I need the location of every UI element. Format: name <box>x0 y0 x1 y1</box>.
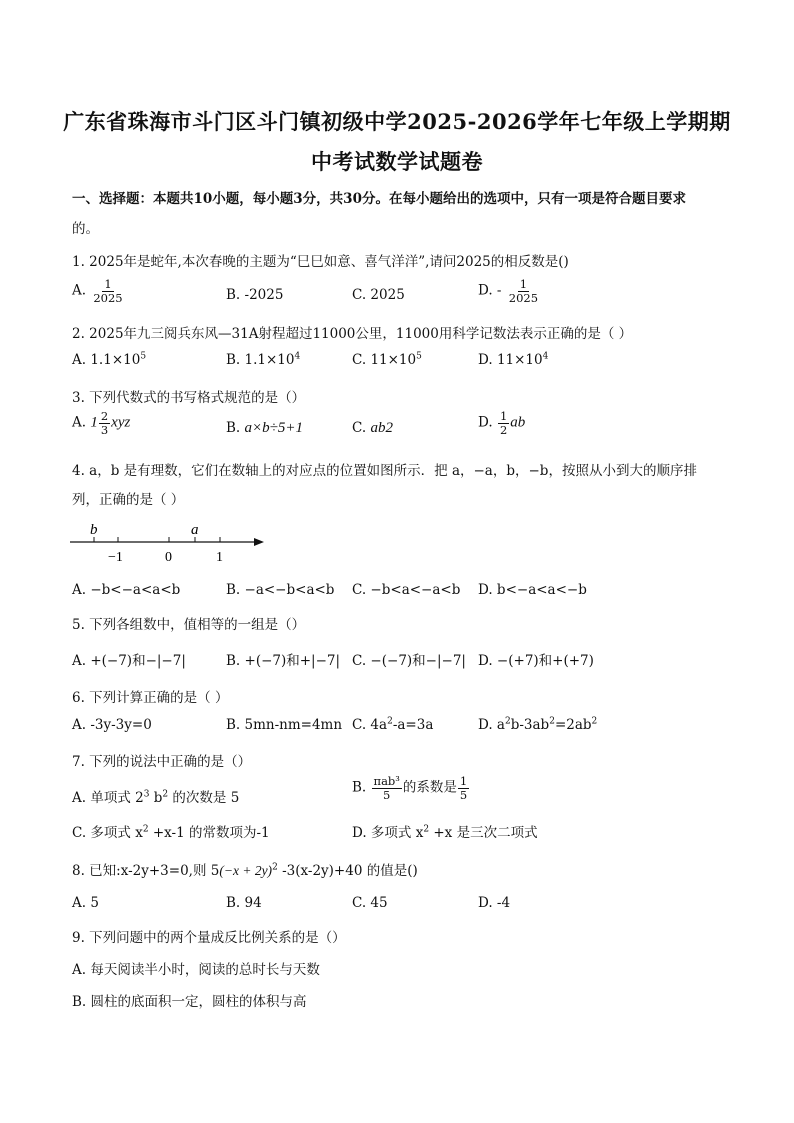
axis-arrow-icon <box>254 538 264 546</box>
question-6-option-a: A. -3y-3y=0 <box>72 717 152 733</box>
question-3-option-c <box>352 420 393 437</box>
option-base: 1.1×10 <box>244 352 295 368</box>
question-7-stem: 7. 下列的说法中正确的是（） <box>72 754 252 770</box>
question-9-stem: 9. 下列问题中的两个量成反比例关系的是（） <box>72 930 346 946</box>
option-base: 1.1×10 <box>90 352 141 368</box>
option-text: D. 多项式 x <box>352 825 424 841</box>
fraction <box>91 278 124 304</box>
option-text: A. 单项式 2 <box>72 790 144 806</box>
question-4-stem-line-1: 4. a，b 是有理数，它们在数轴上的对应点的位置如图所示．把 a，−a，b，−b，按照从小到大的顺序排 <box>72 463 697 479</box>
option-exponent: 2 <box>549 716 555 727</box>
numerator: πab³ <box>373 774 400 788</box>
question-2-stem: 2. 2025年九三阅兵东风—31A射程超过11000公里，11000用科学记数法表示正确的是（ ） <box>72 326 633 342</box>
question-7-option-c <box>72 821 270 841</box>
fraction <box>458 775 469 801</box>
denominator: 2025 <box>508 290 539 305</box>
denominator: 3 <box>100 422 109 437</box>
option-exponent: 5 <box>140 351 147 362</box>
numerator: 1 <box>104 277 112 291</box>
fraction <box>99 410 110 436</box>
fraction <box>498 410 509 436</box>
option-label: C. <box>352 352 371 368</box>
option-label: D. <box>478 414 497 431</box>
denominator: 5 <box>459 787 468 802</box>
tick-label-0: 0 <box>165 550 172 565</box>
question-8-option-a: A. 5 <box>72 895 99 911</box>
question-2-option-d <box>478 352 548 368</box>
number-line-figure <box>68 518 278 568</box>
option-expression: a×b÷5+1 <box>244 420 303 436</box>
question-5-option-b: B. +(−7)和+|−7| <box>226 653 341 669</box>
question-5-option-a: A. +(−7)和−|−7| <box>72 653 186 669</box>
question-7-option-d <box>352 821 538 841</box>
question-2-option-b <box>226 352 300 368</box>
option-exponent: 2 <box>423 824 430 835</box>
option-exponent: 3 <box>143 789 150 800</box>
stem-expression: (−x + 2y) <box>219 863 273 878</box>
option-text: b <box>149 790 163 806</box>
option-label: D. <box>478 352 497 368</box>
option-label: A. <box>72 352 91 368</box>
question-6-option-d <box>478 717 597 733</box>
question-9-option-b: B. 圆柱的底面积一定，圆柱的体积与高 <box>72 994 307 1010</box>
question-1-stem: 1. 2025年是蛇年,本次春晚的主题为“巳巳如意、喜气洋洋”,请问2025的相反数是() <box>72 254 569 270</box>
option-text: 的次数是 5 <box>168 790 240 806</box>
question-8-option-c: C. 45 <box>352 895 388 911</box>
denominator: 5 <box>383 787 391 802</box>
option-label: B. <box>352 779 371 796</box>
option-label: D. - <box>478 282 502 299</box>
fraction <box>507 278 540 304</box>
question-4-stem-line-2: 列，正确的是（ ） <box>72 492 185 508</box>
variables: xyz <box>111 414 131 431</box>
question-8-option-b: B. 94 <box>226 895 262 911</box>
page-title-line-1: 广东省珠海市斗门区斗门镇初级中学2025-2026学年七年级上学期期 <box>63 109 731 134</box>
option-exponent: 4 <box>294 351 301 362</box>
numerator: 1 <box>519 277 528 291</box>
point-label-a: a <box>191 522 199 538</box>
tick-label-1: 1 <box>216 550 223 565</box>
question-2-option-a <box>72 352 146 368</box>
question-4-option-a: A. −b<−a<a<b <box>72 582 181 598</box>
section-heading-line-2: 的。 <box>72 221 99 237</box>
option-label: A. <box>72 282 87 299</box>
question-5-option-d: D. −(+7)和+(+7) <box>478 653 594 669</box>
question-3-option-b <box>226 420 303 437</box>
question-4-option-c: C. −b<a<−a<b <box>352 582 461 598</box>
option-expression: ab2 <box>370 420 393 436</box>
question-8-option-d: D. -4 <box>478 895 511 911</box>
question-1-option-b: B. -2025 <box>226 287 284 303</box>
option-exponent: 5 <box>416 351 422 362</box>
question-7-option-a <box>72 786 239 806</box>
option-text: C. 4a <box>352 717 388 733</box>
question-4-option-b: B. −a<−b<a<b <box>226 582 335 598</box>
option-text: +x-1 的常数项为-1 <box>148 825 270 841</box>
option-exponent: 2 <box>162 789 169 800</box>
fraction <box>372 775 402 801</box>
option-text: 的系数是 <box>402 779 457 796</box>
question-9-option-a: A. 每天阅读半小时，阅读的总时长与天数 <box>72 962 320 978</box>
stem-text: -3(x-2y)+40 的值是() <box>277 863 418 879</box>
denominator: 2 <box>499 422 508 437</box>
option-base: 11×10 <box>370 352 417 368</box>
mixed-whole: 1 <box>90 414 98 431</box>
option-label: B. <box>226 420 245 436</box>
question-1-option-a <box>72 278 126 304</box>
question-6-option-c <box>352 717 433 733</box>
point-label-b: b <box>90 522 98 538</box>
question-3-stem: 3. 下列代数式的书写格式规范的是（） <box>72 390 306 406</box>
option-exponent: 2 <box>591 716 598 727</box>
question-4-option-d: D. b<−a<a<−b <box>478 582 587 598</box>
variables: ab <box>510 414 526 431</box>
question-8-stem <box>72 859 418 879</box>
question-6-stem: 6. 下列计算正确的是（ ） <box>72 690 229 706</box>
option-text: +x 是三次二项式 <box>429 825 538 841</box>
option-exponent: 2 <box>142 824 149 835</box>
option-base: 11×10 <box>496 352 543 368</box>
question-3-option-d <box>478 410 525 436</box>
question-5-stem: 5. 下列各组数中，值相等的一组是（） <box>72 617 306 633</box>
question-1-option-c: C. 2025 <box>352 287 405 303</box>
option-label: C. <box>352 420 371 436</box>
numerator: 2 <box>100 409 109 423</box>
stem-exponent: 2 <box>272 862 278 873</box>
option-label: B. <box>226 352 245 368</box>
question-6-option-b: B. 5mn-nm=4mn <box>226 717 343 733</box>
question-2-option-c <box>352 352 422 368</box>
question-1-option-d <box>478 278 541 304</box>
question-5-option-c: C. −(−7)和−|−7| <box>352 653 466 669</box>
tick-label-neg-1: −1 <box>108 550 123 565</box>
option-text: D. a <box>478 717 505 733</box>
section-heading-line-1: 一、选择题：本题共10小题，每小题3分，共30分。在每小题给出的选项中，只有一项是符合题目要求 <box>72 191 686 207</box>
question-7-option-b <box>352 775 470 801</box>
option-text: =2ab <box>554 717 592 733</box>
option-exponent: 2 <box>387 716 393 727</box>
numerator: 1 <box>459 774 468 788</box>
page-title-line-2: 中考试数学试题卷 <box>311 149 483 174</box>
option-text: b-3ab <box>510 717 550 733</box>
question-3-option-a <box>72 410 130 436</box>
option-exponent: 4 <box>542 351 549 362</box>
option-label: A. <box>72 414 91 431</box>
option-text: C. 多项式 x <box>72 825 143 841</box>
option-text: -a=3a <box>392 717 434 733</box>
denominator: 2025 <box>93 290 123 305</box>
option-exponent: 2 <box>504 716 511 727</box>
numerator: 1 <box>499 409 508 423</box>
stem-text: 8. 已知:x-2y+3=0,则 5 <box>72 863 220 879</box>
